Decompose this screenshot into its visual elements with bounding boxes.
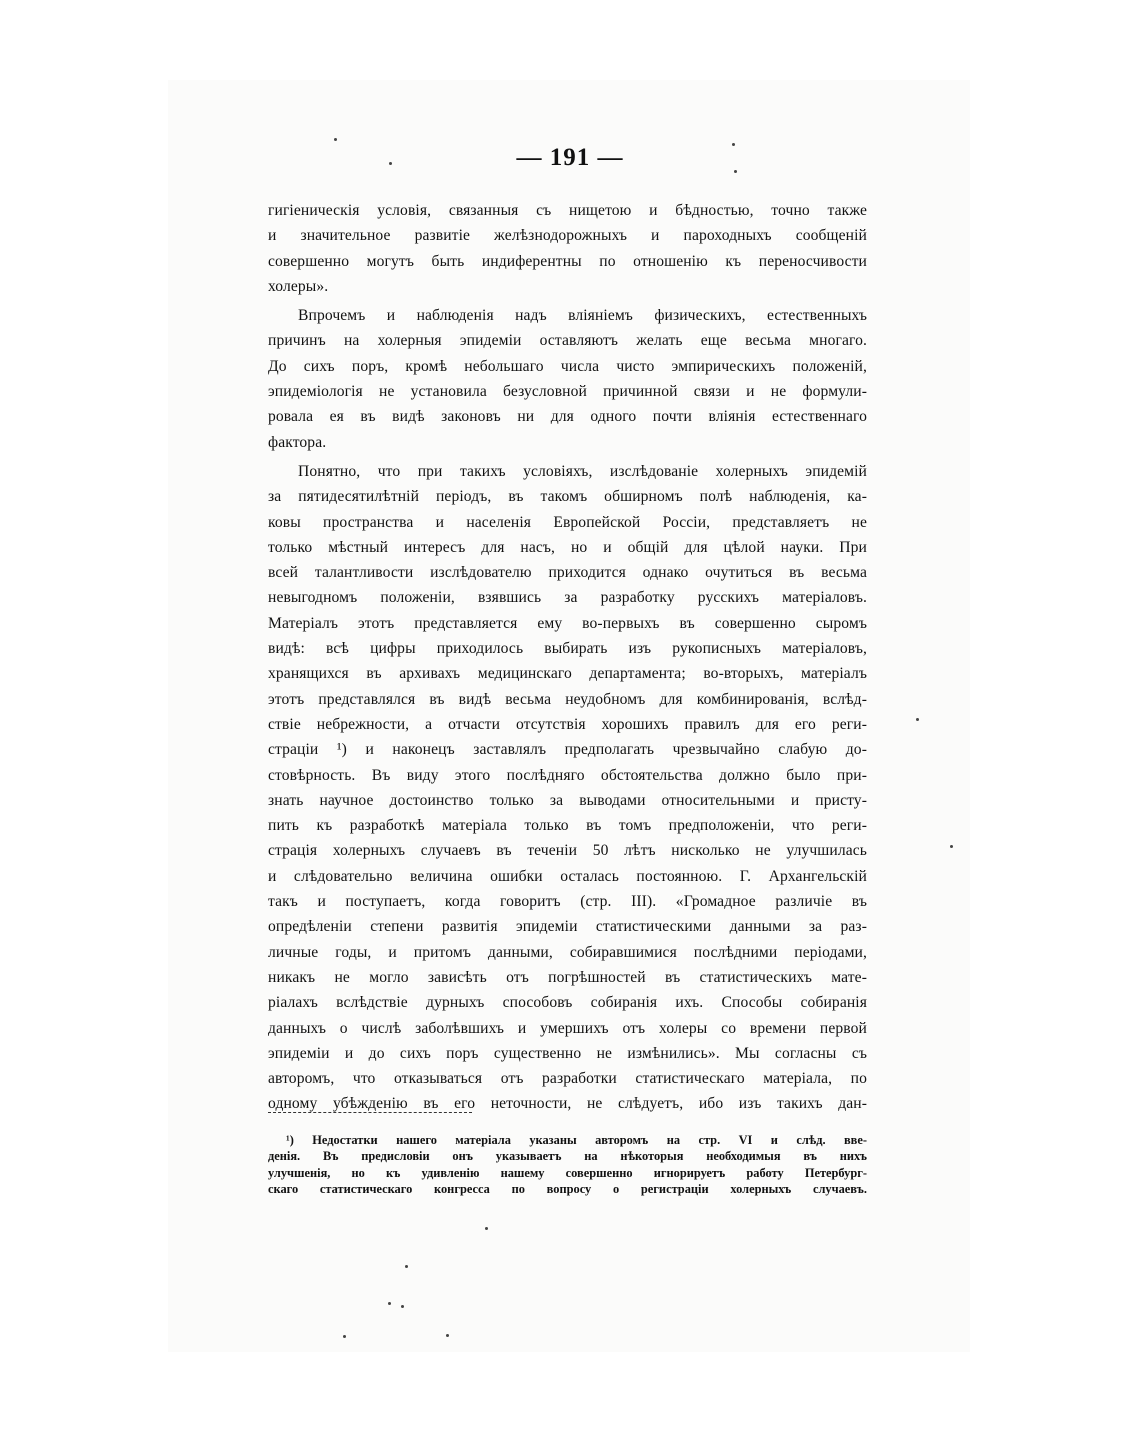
scan-speck	[446, 1334, 449, 1337]
text-line: страція холерныхъ случаевъ въ теченіи 50 лѣтъ нисколько не улучшилась	[268, 842, 867, 860]
footnote-line: денія. Въ предисловіи онъ указываетъ на нѣкоторыя необходимыя въ нихъ	[268, 1149, 867, 1164]
text-line: за пятидесятилѣтній періодъ, въ такомъ обширномъ полѣ наблюденія, ка-	[268, 488, 867, 506]
footnote	[268, 1132, 867, 1197]
text-line: Понятно, что при такихъ условіяхъ, изслѣдованіе холерныхъ эпидемій	[298, 462, 867, 480]
text-line: данныхъ о числѣ заболѣвшихъ и умершихъ отъ холеры со времени первой	[268, 1019, 867, 1037]
text-line: страціи ¹) и наконецъ заставлялъ предполагать чрезвычайно слабую до-	[268, 741, 867, 759]
text-line: и значительное развитіе желѣзнодорожныхъ и пароходныхъ сообщеній	[268, 227, 867, 245]
text-line: гигіеническія условія, связанныя съ нищетою и бѣдностью, точно также	[268, 202, 867, 219]
scan-speck	[343, 1335, 346, 1338]
text-line: опредѣленіи степени развитія эпидеміи статистическими данными за раз-	[268, 918, 867, 936]
text-line: Впрочемъ и наблюденія надъ вліяніемъ физическихъ, естественныхъ	[298, 307, 867, 325]
text-line: совершенно могутъ быть индиферентны по отношенію къ переносчивости	[268, 252, 867, 270]
text-line: холеры».	[268, 277, 329, 295]
text-line: ковы пространства и населенія Европейской Россіи, представляетъ не	[268, 513, 867, 531]
scan-speck	[732, 143, 735, 146]
page-number: — 191 —	[516, 144, 624, 171]
text-line: эпидеміи и до сихъ поръ существенно не измѣнились». Мы согласны съ	[268, 1044, 867, 1062]
scan-speck	[950, 845, 953, 848]
text-line: одному убѣжденію въ его неточности, не слѣдуетъ, ибо изъ такихъ дан-	[268, 1095, 867, 1113]
body-text	[268, 198, 867, 1117]
scan-speck	[734, 170, 737, 173]
paragraph-1	[268, 198, 867, 299]
scan-speck	[405, 1265, 408, 1268]
text-line: ріалахъ вслѣдствіе дурныхъ способовъ собиранія ихъ. Способы собиранія	[268, 994, 867, 1012]
paragraph-2	[268, 303, 867, 455]
footnote-line: ¹) Недостатки нашего матеріала указаны авторомъ на стр. VI и слѣд. вве-	[286, 1133, 867, 1147]
text-line: ствіе небрежности, а отчасти отсутствія хорошихъ правилъ для его реги-	[268, 715, 867, 733]
text-line: фактора.	[268, 433, 327, 451]
scan-speck	[388, 1302, 391, 1305]
text-line: невыгодномъ положеніи, взявшись за разработку русскихъ матеріаловъ.	[268, 589, 867, 607]
text-line: ровала ея въ видѣ законовъ ни для одного почти вліянія естественнаго	[268, 408, 867, 426]
text-line: пить къ разработкѣ матеріала только въ томъ предположеніи, что реги-	[268, 817, 867, 835]
text-line: хранящихся въ архивахъ медицинскаго департамента; во-вторыхъ, матеріалъ	[268, 665, 867, 683]
scan-speck	[401, 1305, 404, 1308]
text-line: этотъ представлялся въ видѣ весьма неудобномъ для комбинированія, вслѣд-	[268, 690, 867, 708]
footnote-line: улучшенія, но къ удивленію нашему совершенно игнорируетъ работу Петербург-	[268, 1165, 867, 1180]
text-line: только мѣстный интересъ для насъ, но и общій для цѣлой науки. При	[268, 538, 867, 556]
text-line: знать научное достоинство только за выводами относительными и присту-	[268, 791, 867, 809]
text-line: такъ и поступаетъ, когда говоритъ (стр. III). «Громадное различіе въ	[268, 893, 867, 911]
scan-speck	[485, 1227, 488, 1230]
text-line: и слѣдовательно величина ошибки осталась постоянною. Г. Архангельскій	[268, 867, 867, 885]
footnote-line: скаго статистическаго конгресса по вопросу о регистраціи холерныхъ случаевъ.	[268, 1181, 867, 1196]
text-line: причинъ на холерныя эпидеміи оставляютъ желать еще весьма многаго.	[268, 332, 867, 350]
scan-speck	[389, 162, 392, 165]
scan-speck	[916, 718, 919, 721]
text-line: эпидеміологія не установила безусловной причинной связи и не формули-	[268, 383, 867, 401]
footnote-separator	[268, 1112, 472, 1113]
text-line: стовѣрность. Въ виду этого послѣдняго обстоятельства должно было при-	[268, 766, 867, 784]
text-line: видѣ: всѣ цифры приходилось выбирать изъ рукописныхъ матеріаловъ,	[268, 640, 867, 658]
text-line: личные годы, и притомъ данными, собиравшимися послѣдними періодами,	[268, 943, 867, 961]
text-line: всей талантливости изслѣдователю приходится однако очутиться въ весьма	[268, 564, 867, 582]
text-line: До сихъ поръ, кромѣ небольшаго числа чисто эмпирическихъ положеній,	[268, 357, 867, 375]
scan-speck	[334, 138, 337, 141]
paragraph-3	[268, 459, 867, 1117]
text-line: авторомъ, что отказываться отъ разработки статистическаго матеріала, по	[268, 1070, 867, 1088]
text-line: никакъ не могло зависѣть отъ погрѣшностей въ статистическихъ мате-	[268, 968, 867, 986]
text-line: Матеріалъ этотъ представляется ему во-первыхъ въ совершенно сыромъ	[268, 614, 867, 632]
